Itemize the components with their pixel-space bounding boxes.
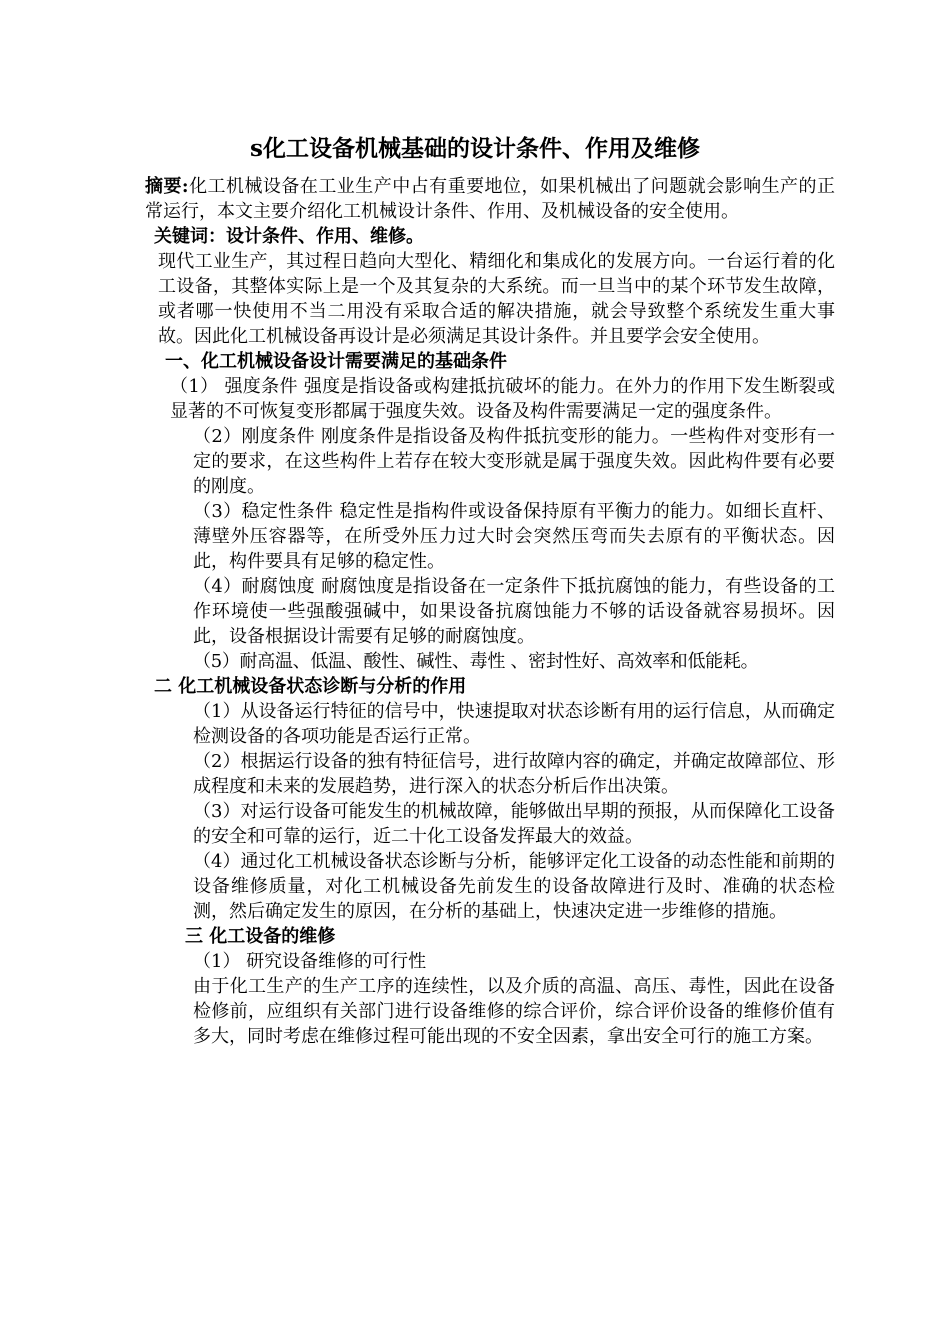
section2-item: （1）从设备运行特征的信号中，快速提取对状态诊断有用的运行信息，从而确定检测设备的各项功能是否运行正常。 [193, 701, 835, 747]
section3-paragraph: 由于化工生产的生产工序的连续性，以及介质的高温、高压、毒性，因此在设备检修前，应组织有关部门进行设备维修的综合评价，综合评价设备的维修价值有多大，同时考虑在维修过程可能出现的不安全因素，拿出安全可行的施工方案。 [193, 976, 835, 1047]
document-body [145, 174, 835, 1049]
section3-subheading: （1） 研究设备维修的可行性 [193, 951, 427, 972]
section1-item: （2）刚度条件 刚度条件是指设备及构件抵抗变形的能力。一些构件对变形有一定的要求，在这些构件上若存在较大变形就是属于强度失效。因此构件要有必要的刚度。 [193, 426, 835, 497]
section1-item: （5）耐高温、低温、酸性、碱性、毒性 、密封性好、高效率和低能耗。 [193, 651, 759, 672]
section3-heading: 三 化工设备的维修 [185, 926, 336, 947]
abstract-paragraph [145, 174, 835, 224]
section2-heading: 二 化工机械设备状态诊断与分析的作用 [154, 676, 467, 697]
abstract-text: 化工机械设备在工业生产中占有重要地位，如果机械出了问题就会影响生产的正常运行，本文主要介绍化工机械设计条件、作用、及机械设备的安全使用。 [145, 176, 835, 222]
section1-heading: 一、化工机械设备设计需要满足的基础条件 [165, 351, 507, 372]
abstract-label: 摘要: [145, 176, 189, 197]
section1-item: （4）耐腐蚀度 耐腐蚀度是指设备在一定条件下抵抗腐蚀的能力，有些设备的工作环境使一些强酸强碱中，如果设备抗腐蚀能力不够的话设备就容易损坏。因此，设备根据设计需要有足够的耐腐蚀度。 [193, 576, 835, 647]
section1-item: （3）稳定性条件 稳定性是指构件或设备保持原有平衡力的能力。如细长直杆、薄壁外压容器等，在所受外压力过大时会突然压弯而失去原有的平衡状态。因此，构件要具有足够的稳定性。 [193, 501, 835, 572]
document-title: s化工设备机械基础的设计条件、作用及维修 [250, 135, 700, 162]
section2-item: （4）通过化工机械设备状态诊断与分析，能够评定化工设备的动态性能和前期的设备维修质量，对化工机械设备先前发生的设备故障进行及时、准确的状态检测，然后确定发生的原因，在分析的基础上，快速决定进一步维修的措施。 [193, 851, 835, 922]
keywords-line: 关键词：设计条件、作用、维修。 [154, 226, 424, 247]
intro-paragraph: 现代工业生产，其过程日趋向大型化、精细化和集成化的发展方向。一台运行着的化工设备，其整体实际上是一个及其复杂的大系统。而一旦当中的某个环节发生故障，或者哪一快使用不当二用没有采取合适的解决措施，就会导致整个系统发生重大事故。因此化工机械设备再设计是必须满足其设计条件。并且要学会安全使用。 [158, 251, 835, 347]
section1-item: （1） 强度条件 强度是指设备或构建抵抗破坏的能力。在外力的作用下发生断裂或显著的不可恢复变形都属于强度失效。设备及构件需要满足一定的强度条件。 [170, 376, 835, 422]
section2-item: （3）对运行设备可能发生的机械故障，能够做出早期的预报，从而保障化工设备的安全和可靠的运行，近二十化工设备发挥最大的效益。 [193, 801, 835, 847]
section2-item: （2）根据运行设备的独有特征信号，进行故障内容的确定，并确定故障部位、形成程度和未来的发展趋势，进行深入的状态分析后作出决策。 [193, 751, 835, 797]
